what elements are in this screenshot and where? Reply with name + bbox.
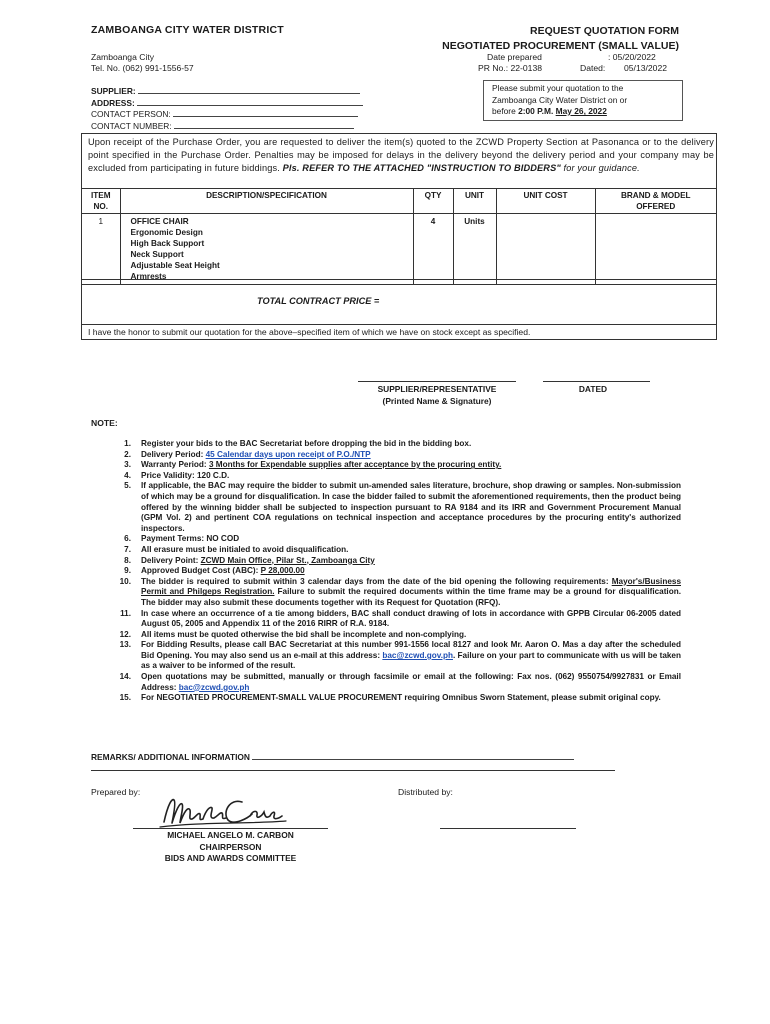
list-item — [91, 609, 681, 630]
total-contract-price-label: TOTAL CONTRACT PRICE = — [257, 296, 380, 306]
note-num: 13. — [119, 640, 131, 650]
notice-line-1: Please submit your quotation to the — [492, 83, 624, 93]
prepared-by-label: Prepared by: — [91, 787, 141, 797]
list-item — [91, 566, 681, 577]
note-num: 4. — [124, 470, 131, 480]
delivery-period-link[interactable]: 45 Calendar days upon receipt of P.O./NTP — [205, 449, 371, 459]
contact-person-line[interactable] — [173, 109, 358, 117]
col-qty-label: QTY — [424, 191, 442, 200]
note-post: . Failure on your part to communicate with us will be taken as a waiver to be informed of the result. — [141, 650, 681, 671]
note-text: Price Validity: 120 C.D. — [141, 470, 230, 480]
col-unit-label: UNIT — [464, 191, 485, 200]
note-pre: Delivery Period: — [141, 449, 206, 459]
col-description-label: DESCRIPTION/SPECIFICATION — [206, 191, 327, 200]
supplier-rep-sub: (Printed Name & Signature) — [382, 396, 492, 406]
list-item — [91, 640, 681, 672]
chairperson-title: CHAIRPERSON — [199, 841, 262, 852]
distributed-by-line[interactable] — [440, 828, 576, 829]
quotation-box — [81, 133, 717, 340]
cell-brand[interactable] — [595, 214, 716, 285]
note-num: 14. — [119, 672, 131, 682]
desc-line: Adjustable Seat Height — [130, 261, 220, 270]
note-num: 11. — [120, 608, 131, 618]
dated-value: 05/13/2022 — [624, 63, 668, 73]
col-brand — [595, 189, 716, 214]
note-text — [141, 450, 681, 461]
submission-notice — [483, 80, 683, 121]
address-field[interactable] — [91, 98, 363, 110]
note-text: All items must be quoted otherwise the bid shall be incomplete and non-complying. — [141, 629, 467, 639]
address-line[interactable] — [137, 98, 363, 106]
date-prepared-label: Date prepared — [487, 52, 542, 62]
note-underline: Mayor's/Business Permit and Philgeps Registration. — [141, 576, 681, 597]
note-num: 2. — [124, 449, 131, 459]
supplier-signature-line[interactable] — [358, 381, 516, 382]
list-item — [91, 630, 681, 641]
note-num: 3. — [124, 460, 131, 470]
remarks-line-2[interactable] — [91, 770, 615, 771]
table-header-row — [82, 189, 716, 214]
chairperson-block — [133, 830, 328, 865]
note-text — [141, 460, 681, 471]
notice-deadline-date: May 26, 2022 — [555, 106, 607, 116]
supplier-rep-label: SUPPLIER/REPRESENTATIVE — [377, 384, 497, 394]
note-text: For NEGOTIATED PROCUREMENT-SMALL VALUE PROCUREMENT requiring Omnibus Sworn Statement, please submit original copy. — [141, 693, 661, 703]
notes-list — [91, 439, 681, 704]
dated-signature-line[interactable] — [543, 381, 650, 382]
note-num: 10. — [119, 576, 131, 586]
note-num: 12. — [119, 629, 131, 639]
remarks-label: REMARKS/ ADDITIONAL INFORMATION — [91, 752, 250, 762]
col-qty — [413, 189, 453, 214]
email-link[interactable]: bac@zcwd.gov.ph — [382, 650, 453, 660]
org-tel: Tel. No. (062) 991-1556-57 — [91, 63, 194, 73]
note-text: All erasure must be initialed to avoid disqualification. — [141, 544, 349, 554]
contact-number-field[interactable] — [91, 121, 363, 133]
chairperson-signature — [158, 792, 288, 832]
address-label: ADDRESS: — [91, 97, 135, 108]
note-num: 9. — [124, 566, 131, 576]
form-title-block — [442, 24, 679, 54]
supplier-fields — [91, 86, 363, 132]
note-text — [141, 672, 681, 693]
supplier-signature-label — [358, 383, 516, 407]
list-item — [91, 460, 681, 471]
col-unit-cost-label: UNIT COST — [523, 191, 568, 200]
contact-number-label: CONTACT NUMBER: — [91, 120, 172, 131]
note-text — [141, 577, 681, 609]
note-num: 8. — [124, 555, 131, 565]
list-item — [91, 534, 681, 545]
desc-line: High Back Support — [130, 239, 205, 248]
note-text — [141, 556, 681, 567]
intro-guidance: for your guidance. — [560, 163, 640, 174]
note-num: 5. — [124, 481, 131, 491]
notice-line-3 — [492, 106, 674, 118]
contact-person-field[interactable] — [91, 109, 363, 121]
note-pre: Delivery Point: — [141, 555, 201, 565]
list-item — [91, 481, 681, 534]
table-row — [82, 214, 716, 285]
note-text — [141, 640, 681, 672]
note-label: NOTE: — [91, 418, 118, 428]
col-brand-label: BRAND & MODEL OFFERED — [620, 191, 691, 211]
contact-number-line[interactable] — [174, 121, 354, 129]
supplier-line[interactable] — [138, 86, 360, 94]
notice-line-2: Zamboanga City Water District on or — [492, 94, 628, 105]
note-text: In case where an occurrence of a tie among bidders, BAC shall conduct drawing of lots in accordance with GPPB Circular 06-2005 dated August 05, 2005 and Appendix 11 of the 2016 RIRR of R.A. 9184. — [141, 608, 681, 629]
list-item — [91, 693, 681, 704]
notice-prefix: before — [492, 106, 519, 116]
items-table — [82, 188, 716, 285]
honor-statement: I have the honor to submit our quotation for the above–specified item of which we have on stock except as specified. — [82, 324, 716, 339]
desc-line: Armrests — [130, 272, 167, 281]
desc-line: OFFICE CHAIR — [130, 217, 189, 226]
list-item — [91, 556, 681, 567]
note-text: Payment Terms: NO COD — [141, 534, 240, 544]
supplier-label: SUPPLIER: — [91, 86, 136, 96]
note-pre: Approved Budget Cost (ABC): — [141, 566, 261, 576]
total-row — [82, 279, 716, 325]
note-underline: 3 Months for Expendable supplies after acceptance by the procuring entity. — [208, 460, 502, 470]
note-pre: Warranty Period: — [141, 460, 209, 470]
form-title: REQUEST QUOTATION FORM — [530, 25, 679, 37]
col-item-no-label: ITEM NO. — [90, 191, 111, 211]
note-pre: For Bidding Results, please call BAC Secretariat at this number 991-1556 local 8127 and look Mr. Aaron O. Mas a day after the scheduled Bid Opening. You may also send us an e-mail at this address: — [141, 640, 681, 660]
note-pre: Open quotations may be submitted, manually or through facsimile or email at the following: Fax nos. (062) 9550754/9927831 or Email Address: — [141, 672, 681, 692]
notice-time: 2:00 P.M. — [518, 106, 554, 116]
org-name: ZAMBOANGA CITY WATER DISTRICT — [91, 24, 284, 36]
email-link[interactable]: bac@zcwd.gov.ph — [178, 682, 250, 692]
distributed-by-label: Distributed by: — [398, 787, 453, 797]
chairperson-name: MICHAEL ANGELO M. CARBON — [167, 830, 294, 840]
dated-label: Dated: — [580, 63, 606, 73]
pr-number: PR No.: 22-0138 — [478, 63, 543, 73]
col-description — [120, 189, 413, 214]
list-item — [91, 545, 681, 556]
intro-refer: Pls. REFER TO THE ATTACHED "INSTRUCTION TO BIDDERS" — [282, 163, 561, 174]
dated-label-sig: DATED — [578, 384, 608, 394]
list-item — [91, 672, 681, 693]
note-text: Register your bids to the BAC Secretariat before dropping the bid in the bidding box. — [141, 439, 472, 448]
list-item — [91, 439, 681, 450]
note-underline: ZCWD Main Office, Pilar St., Zamboanga City — [200, 555, 375, 565]
org-city: Zamboanga City — [91, 52, 155, 62]
desc-line: Ergonomic Design — [130, 228, 203, 237]
prepared-by-line[interactable] — [133, 828, 328, 829]
note-num: 15. — [119, 693, 131, 703]
contact-person-label: CONTACT PERSON: — [91, 109, 171, 119]
intro-text: Upon receipt of the Purchase Order, you are requested to deliver the item(s) quoted to the ZCWD Property Section at Pasonanca or to the delivery point specified in the Purchase Order. Penalties may be imposed for delays in the delivery beyond the delivery period and your company may be excluded from participating in future biddings. — [88, 137, 714, 174]
cell-description — [120, 214, 413, 285]
committee-name: BIDS AND AWARDS COMMITTEE — [164, 853, 297, 863]
desc-line: Neck Support — [130, 250, 184, 259]
date-prepared-value: : 05/20/2022 — [608, 52, 656, 62]
cell-item-no: 1 — [82, 214, 120, 285]
form-subtitle: NEGOTIATED PROCUREMENT (SMALL VALUE) — [442, 40, 679, 52]
remarks-line[interactable] — [252, 752, 574, 760]
note-num: 7. — [124, 544, 131, 554]
col-unit-cost — [496, 189, 595, 214]
cell-qty: 4 — [413, 214, 453, 285]
col-item-no — [82, 189, 120, 214]
supplier-field[interactable] — [91, 86, 363, 98]
remarks-field[interactable] — [91, 752, 574, 762]
cell-unit-cost[interactable] — [496, 214, 595, 285]
note-pre: The bidder is required to submit within 3 calendar days from the date of the bid opening the following requirements: — [141, 576, 612, 586]
list-item — [91, 471, 681, 482]
cell-unit: Units — [453, 214, 496, 285]
note-underline: P 28,000.00 — [260, 566, 305, 576]
note-num: 6. — [124, 534, 131, 544]
intro-paragraph — [88, 136, 714, 176]
note-post: Failure to submit the required documents within the time frame may be a ground for disqualification. The bidder may also submit these documents together with its Request for Quotation (RFQ). — [141, 587, 681, 607]
list-item — [91, 450, 681, 461]
list-item — [91, 577, 681, 609]
col-unit — [453, 189, 496, 214]
note-num: 1. — [124, 439, 131, 448]
note-text — [141, 566, 681, 577]
note-text: If applicable, the BAC may require the bidder to submit un-amended sales literature, brochure, shop drawing or samples. Non-submission of which may be a ground for disqualification. In case the bidder failed to submit the aforementioned requirements, then the product being offered by the winning bidder shall be subjected to inspection pursuant to RA 9184 and its IRR and Government Procurement Manual (GPM Vol. 2) and pertinent COA regulations on technical inspection and acceptance procedures by the procuring entity's authorized inspectors. — [141, 481, 681, 533]
